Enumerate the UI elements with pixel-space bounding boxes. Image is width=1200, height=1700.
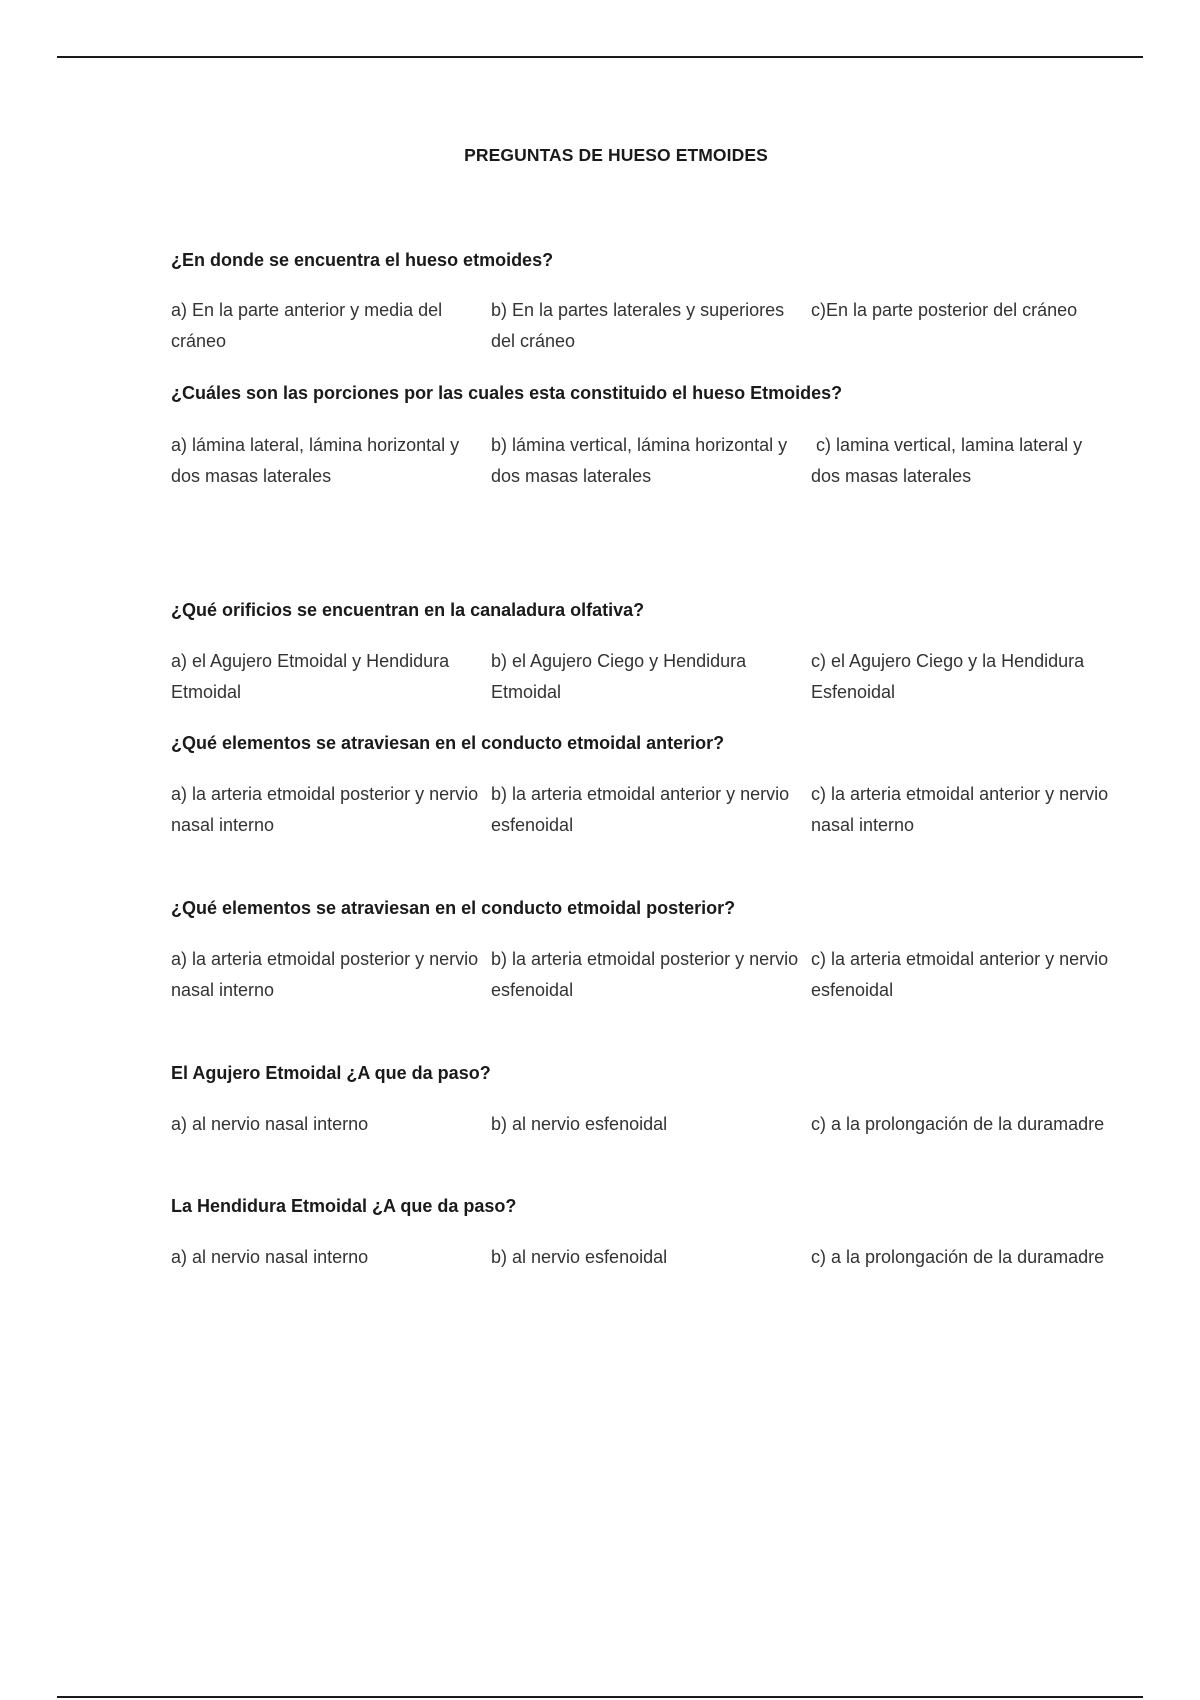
answer-option-b: b) En la partes laterales y superiores del cráneo (491, 300, 785, 351)
answer-option-c: c) a la prolongación de la duramadre (811, 1247, 1105, 1267)
question-7: La Hendidura Etmoidal ¿A que da paso? (171, 1196, 517, 1216)
answers-4 (171, 779, 1111, 841)
answers-1 (171, 295, 1111, 357)
answer-option-c: c) el Agujero Ciego y la Hendidura Esfenoidal (811, 651, 1085, 702)
question-5: ¿Qué elementos se atraviesan en el conducto etmoidal posterior? (171, 898, 736, 918)
answer-option-a: a) En la parte anterior y media del cráneo (171, 300, 443, 351)
answer-option-a: a) al nervio nasal interno (171, 1247, 369, 1267)
answer-option-b: b) lámina vertical, lámina horizontal y dos masas laterales (491, 435, 788, 486)
answer-option-c: c)En la parte posterior del cráneo (811, 300, 1078, 320)
answers-3 (171, 646, 1111, 708)
answer-option-b: b) la arteria etmoidal anterior y nervio esfenoidal (491, 784, 790, 835)
answers-5 (171, 944, 1111, 1006)
answer-option-b: b) el Agujero Ciego y Hendidura Etmoidal (491, 651, 747, 702)
bottom-rule (57, 1696, 1143, 1698)
answer-option-a: a) lámina lateral, lámina horizontal y dos masas laterales (171, 435, 460, 486)
question-2: ¿Cuáles son las porciones por las cuales esta constituido el hueso Etmoides? (171, 383, 843, 403)
answer-option-a: a) la arteria etmoidal posterior y nervio nasal interno (171, 949, 479, 1000)
answer-option-c: c) la arteria etmoidal anterior y nervio esfenoidal (811, 949, 1109, 1000)
question-4: ¿Qué elementos se atraviesan en el conducto etmoidal anterior? (171, 733, 725, 753)
answer-option-a: a) el Agujero Etmoidal y Hendidura Etmoidal (171, 651, 450, 702)
answer-option-c: c) la arteria etmoidal anterior y nervio nasal interno (811, 784, 1109, 835)
question-1: ¿En donde se encuentra el hueso etmoides? (171, 250, 554, 270)
answer-option-a: a) la arteria etmoidal posterior y nervio nasal interno (171, 784, 479, 835)
answers-7 (171, 1242, 1111, 1273)
document-title: PREGUNTAS DE HUESO ETMOIDES (464, 145, 768, 165)
answer-option-b: b) al nervio esfenoidal (491, 1247, 668, 1267)
answers-2 (171, 430, 1111, 492)
question-3: ¿Qué orificios se encuentran en la canaladura olfativa? (171, 600, 645, 620)
answers-6 (171, 1109, 1111, 1140)
answer-option-c: c) lamina vertical, lamina lateral y dos masas laterales (811, 435, 1088, 486)
top-rule (57, 56, 1143, 58)
answer-option-a: a) al nervio nasal interno (171, 1114, 369, 1134)
answer-option-c: c) a la prolongación de la duramadre (811, 1114, 1105, 1134)
answer-option-b: b) al nervio esfenoidal (491, 1114, 668, 1134)
question-6: El Agujero Etmoidal ¿A que da paso? (171, 1063, 491, 1083)
answer-option-b: b) la arteria etmoidal posterior y nervio esfenoidal (491, 949, 799, 1000)
